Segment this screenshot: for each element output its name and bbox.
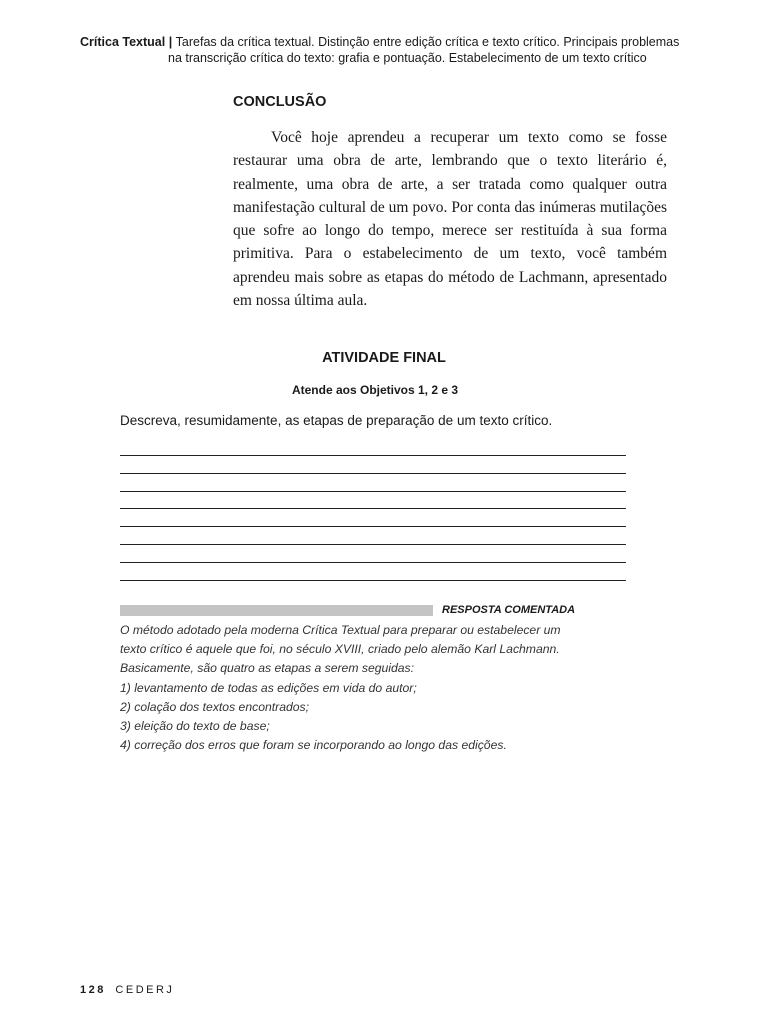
answer-line[interactable]: [120, 544, 626, 545]
header-separator: |: [165, 35, 176, 49]
activity-objectives: Atende aos Objetivos 1, 2 e 3: [291, 383, 459, 397]
answer-line[interactable]: [120, 455, 626, 456]
page-header: [80, 34, 720, 66]
answer-line[interactable]: [120, 508, 626, 509]
response-text: [120, 621, 590, 755]
response-line: O método adotado pela moderna Crítica Textual para preparar ou estabelecer um: [120, 623, 561, 637]
response-line: 2) colação dos textos encontrados;: [120, 699, 310, 714]
publisher-name: CEDERJ: [115, 984, 175, 996]
response-label: RESPOSTA COMENTADA: [442, 604, 576, 616]
header-subject: Crítica Textual: [80, 35, 166, 49]
conclusion-paragraph: Você hoje aprendeu a recuperar um texto como se fosse restaurar uma obra de arte, lembrando que o texto literário é, realmente, uma obra de arte, a ser tratada como qualquer outra manifestação cultural de um povo. Por conta das inúmeras mutilações que sofre ao longo do tempo, merece ser restituída à sua forma primitiva. Para o estabelecimento de um texto, você também aprendeu mais sobre as etapas do método de Lachmann, apresentado em nossa última aula.: [233, 129, 667, 310]
activity-title: ATIVIDADE FINAL: [322, 350, 446, 366]
response-line: 1) levantamento de todas as edições em vida do autor;: [120, 680, 417, 695]
header-topics-line-2: na transcrição crítica do texto: grafia e pontuação. Estabelecimento de um texto crítico: [168, 51, 647, 65]
response-line: 3) eleição do texto de base;: [120, 719, 270, 734]
activity-question: Descreva, resumidamente, as etapas de preparação de um texto crítico.: [120, 413, 553, 428]
response-line: Basicamente, são quatro as etapas a serem seguidas:: [120, 661, 415, 676]
page-number: 128: [80, 984, 106, 996]
answer-line[interactable]: [120, 491, 626, 492]
response-bar: [120, 605, 433, 616]
answer-line[interactable]: [120, 562, 626, 563]
answer-line[interactable]: [120, 526, 626, 527]
response-line: 4) correção dos erros que foram se incorporando ao longo das edições.: [120, 738, 507, 753]
response-line: texto crítico é aquele que foi, no século XVIII, criado pelo alemão Karl Lachmann.: [120, 642, 560, 657]
header-topics-line-1: Tarefas da crítica textual. Distinção entre edição crítica e texto crítico. Principais problemas: [175, 35, 680, 49]
conclusion-title: CONCLUSÃO: [233, 94, 327, 110]
header-line-1: [80, 34, 720, 50]
answer-line[interactable]: [120, 580, 626, 581]
page-footer: [80, 984, 174, 996]
answer-line[interactable]: [120, 473, 626, 474]
answer-lines[interactable]: [120, 455, 626, 597]
